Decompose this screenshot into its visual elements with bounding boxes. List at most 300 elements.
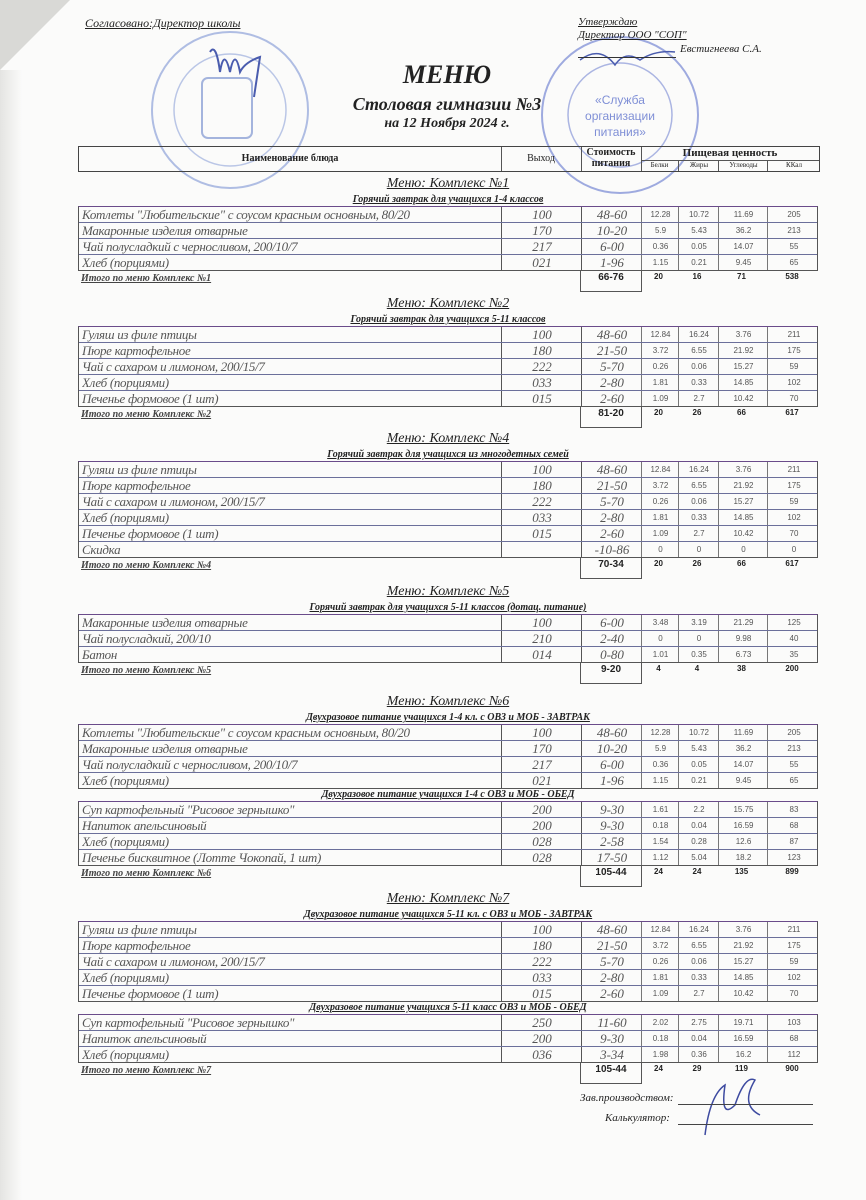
- dish-name: Печенье формовое (1 шт): [82, 526, 219, 541]
- table-row: [79, 757, 817, 773]
- complex-section: [78, 294, 818, 427]
- dish-carbs: 15.27: [718, 494, 768, 509]
- dish-name: Макаронные изделия отварные: [82, 223, 248, 238]
- table-row: [79, 954, 817, 970]
- dish-kcal: 112: [767, 1047, 820, 1062]
- dish-fat: 0.06: [678, 359, 719, 374]
- total-row: [78, 1063, 818, 1083]
- total-row: [78, 407, 818, 427]
- table-row: [79, 223, 817, 239]
- dish-name: Макаронные изделия отварные: [82, 741, 248, 756]
- dish-fat: 0.04: [678, 818, 719, 833]
- dish-cost: 48-60: [581, 207, 642, 222]
- total-row: [78, 558, 818, 578]
- table-row: [79, 725, 817, 741]
- dish-protein: 12.28: [641, 725, 679, 740]
- dish-carbs: 10.42: [718, 391, 768, 406]
- group-subtitle: Двухразовое питание учащихся 1-4 с ОВЗ и МОБ - ОБЕД: [321, 789, 575, 800]
- dish-kcal: 103: [767, 1015, 820, 1030]
- dish-output: 200: [501, 818, 582, 833]
- dish-carbs: 21.92: [718, 478, 768, 493]
- dish-carbs: 21.92: [718, 938, 768, 953]
- dish-kcal: 70: [767, 986, 820, 1001]
- dish-kcal: 213: [767, 223, 820, 238]
- dish-cost: 48-60: [581, 725, 642, 740]
- dish-kcal: 102: [767, 970, 820, 985]
- complex-title: Меню: Комплекс №1: [386, 176, 510, 191]
- scan-edge: [0, 70, 22, 1200]
- table-row: [79, 391, 817, 406]
- dish-name: Хлеб (порциями): [82, 773, 169, 788]
- dish-output: 015: [501, 391, 582, 406]
- dish-name: Суп картофельный "Рисовое зернышко": [82, 1015, 295, 1030]
- total-label: Итого по меню Комплекс №6: [81, 868, 212, 879]
- dish-output: [501, 542, 582, 557]
- dish-carbs: 10.42: [718, 986, 768, 1001]
- total-carbs: 119: [735, 1064, 748, 1073]
- dish-cost: 6-00: [581, 239, 642, 254]
- dish-output: 100: [501, 615, 582, 630]
- dish-output: 180: [501, 938, 582, 953]
- total-row: [78, 271, 818, 291]
- total-kcal: 617: [785, 559, 799, 568]
- dish-output: 028: [501, 834, 582, 849]
- group-subtitle: Двухразовое питание учащихся 1-4 кл. с ОВЗ и МОБ - ЗАВТРАК: [306, 712, 590, 723]
- dish-fat: 0.21: [678, 255, 719, 270]
- total-fat: 4: [694, 664, 700, 673]
- dish-name: Батон: [82, 647, 118, 662]
- dish-cost: 5-70: [581, 494, 642, 509]
- dish-cost: 1-96: [581, 255, 642, 270]
- table-row: [79, 834, 817, 850]
- dish-cost: 2-80: [581, 375, 642, 390]
- dish-kcal: 40: [767, 631, 820, 646]
- dish-cost: 48-60: [581, 922, 642, 937]
- col-output: Выход: [527, 153, 555, 164]
- dish-carbs: 0: [718, 542, 768, 557]
- dish-carbs: 11.69: [718, 725, 768, 740]
- total-label: Итого по меню Комплекс №5: [81, 665, 212, 676]
- svg-text:организации: организации: [585, 109, 655, 123]
- dish-cost: 2-60: [581, 391, 642, 406]
- menu-table: [78, 206, 818, 271]
- signature-line: [578, 57, 676, 58]
- dish-output: 180: [501, 478, 582, 493]
- total-protein: 20: [654, 559, 663, 568]
- dish-carbs: 36.2: [718, 741, 768, 756]
- dish-output: 100: [501, 922, 582, 937]
- director-name: Евстигнеева С.А.: [680, 43, 762, 55]
- dish-output: 014: [501, 647, 582, 662]
- dish-carbs: 15.27: [718, 359, 768, 374]
- canteen-name: Столовая гимназии №3: [352, 94, 542, 114]
- dish-carbs: 11.69: [718, 207, 768, 222]
- dish-carbs: 9.45: [718, 255, 768, 270]
- dish-fat: 6.55: [678, 343, 719, 358]
- calculator-label: Калькулятор:: [605, 1112, 670, 1124]
- total-cost: 105-44: [580, 1063, 642, 1084]
- total-cost: 70-34: [580, 558, 642, 579]
- dish-output: 250: [501, 1015, 582, 1030]
- svg-text:«Служба: «Служба: [595, 93, 645, 107]
- dish-name: Хлеб (порциями): [82, 375, 169, 390]
- total-kcal: 617: [785, 408, 799, 417]
- dish-kcal: 65: [767, 255, 820, 270]
- dish-protein: 1.81: [641, 510, 679, 525]
- dish-fat: 0.06: [678, 494, 719, 509]
- total-kcal: 200: [785, 664, 799, 673]
- dish-fat: 0.21: [678, 773, 719, 788]
- dish-name: Напиток апельсиновый: [82, 818, 207, 833]
- dish-name: Пюре картофельное: [82, 938, 191, 953]
- dish-name: Печенье формовое (1 шт): [82, 986, 219, 1001]
- dish-carbs: 21.92: [718, 343, 768, 358]
- group-subtitle: Горячий завтрак для учащихся 5-11 классов (дотац. питание): [309, 602, 587, 613]
- total-cost: 66-76: [580, 271, 642, 292]
- dish-carbs: 14.85: [718, 375, 768, 390]
- col-name: Наименование блюда: [241, 153, 339, 164]
- dish-output: 021: [501, 255, 582, 270]
- menu-table: [78, 724, 818, 789]
- dish-protein: 1.09: [641, 526, 679, 541]
- dish-protein: 1.01: [641, 647, 679, 662]
- dish-name: Чай полусладкий с черносливом, 200/10/7: [82, 239, 298, 254]
- dish-carbs: 14.85: [718, 970, 768, 985]
- dish-carbs: 9.98: [718, 631, 768, 646]
- dish-output: 036: [501, 1047, 582, 1062]
- dish-cost: -10-86: [581, 542, 642, 557]
- dish-cost: 21-50: [581, 478, 642, 493]
- dish-protein: 1.15: [641, 773, 679, 788]
- total-label: Итого по меню Комплекс №4: [81, 560, 212, 571]
- dish-output: 217: [501, 239, 582, 254]
- dish-cost: 9-30: [581, 818, 642, 833]
- dish-name: Гуляш из филе птицы: [82, 922, 197, 937]
- dish-fat: 0.06: [678, 954, 719, 969]
- dish-output: 210: [501, 631, 582, 646]
- complex-title: Меню: Комплекс №6: [386, 694, 510, 709]
- menu-table: [78, 461, 818, 558]
- table-row: [79, 615, 817, 631]
- dish-kcal: 211: [767, 922, 820, 937]
- dish-kcal: 175: [767, 343, 820, 358]
- dish-kcal: 0: [767, 542, 820, 557]
- dish-protein: 3.72: [641, 938, 679, 953]
- dish-carbs: 10.42: [718, 526, 768, 541]
- total-carbs: 71: [737, 272, 746, 281]
- dish-kcal: 35: [767, 647, 820, 662]
- dish-cost: 6-00: [581, 757, 642, 772]
- dish-carbs: 16.2: [718, 1047, 768, 1062]
- dish-cost: 48-60: [581, 327, 642, 342]
- dish-fat: 0.28: [678, 834, 719, 849]
- dish-fat: 10.72: [678, 207, 719, 222]
- total-label: Итого по меню Комплекс №1: [81, 273, 212, 284]
- dish-output: 170: [501, 223, 582, 238]
- dish-cost: 2-60: [581, 986, 642, 1001]
- dish-fat: 0: [678, 631, 719, 646]
- dish-cost: 5-70: [581, 954, 642, 969]
- col-kcal: ККал: [767, 161, 820, 171]
- total-fat: 26: [692, 408, 702, 417]
- dish-fat: 5.04: [678, 850, 719, 865]
- dish-name: Скидка: [82, 542, 121, 557]
- dish-cost: 21-50: [581, 343, 642, 358]
- complex-title: Меню: Комплекс №2: [386, 296, 510, 311]
- dish-carbs: 15.27: [718, 954, 768, 969]
- group-subtitle: Горячий завтрак для учащихся 5-11 классов: [350, 314, 546, 325]
- dish-name: Пюре картофельное: [82, 478, 191, 493]
- complex-title: Меню: Комплекс №7: [386, 891, 510, 906]
- dish-fat: 5.43: [678, 741, 719, 756]
- dish-cost: 2-58: [581, 834, 642, 849]
- table-row: [79, 207, 817, 223]
- dish-kcal: 175: [767, 478, 820, 493]
- dish-cost: 2-60: [581, 526, 642, 541]
- dish-protein: 1.09: [641, 391, 679, 406]
- dish-carbs: 16.59: [718, 818, 768, 833]
- dish-carbs: 6.73: [718, 647, 768, 662]
- menu-table: [78, 1014, 818, 1063]
- dish-carbs: 14.07: [718, 239, 768, 254]
- dish-kcal: 59: [767, 954, 820, 969]
- table-row: [79, 986, 817, 1001]
- dish-fat: 2.7: [678, 391, 719, 406]
- dish-carbs: 18.2: [718, 850, 768, 865]
- complex-section: [78, 692, 818, 886]
- dish-fat: 16.24: [678, 327, 719, 342]
- complex-section: [78, 429, 818, 578]
- dish-cost: 17-50: [581, 850, 642, 865]
- dish-kcal: 65: [767, 773, 820, 788]
- dish-name: Котлеты "Любительские" с соусом красным основным, 80/20: [82, 207, 410, 222]
- dish-protein: 1.61: [641, 802, 679, 817]
- dish-name: Хлеб (порциями): [82, 970, 169, 985]
- group-subtitle: Горячий завтрак для учащихся из многодетных семей: [327, 449, 569, 460]
- dish-output: 015: [501, 986, 582, 1001]
- dish-name: Чай с сахаром и лимоном, 200/15/7: [82, 494, 265, 509]
- dish-protein: 12.84: [641, 327, 679, 342]
- svg-text:питания»: питания»: [594, 125, 646, 139]
- dish-cost: 3-34: [581, 1047, 642, 1062]
- dish-protein: 0.26: [641, 954, 679, 969]
- dish-protein: 3.72: [641, 343, 679, 358]
- dish-fat: 0.36: [678, 1047, 719, 1062]
- dish-carbs: 15.75: [718, 802, 768, 817]
- dish-carbs: 16.59: [718, 1031, 768, 1046]
- dish-output: 033: [501, 510, 582, 525]
- table-row: [79, 494, 817, 510]
- dish-name: Котлеты "Любительские" с соусом красным основным, 80/20: [82, 725, 410, 740]
- dish-output: 100: [501, 207, 582, 222]
- col-cost: Стоимость питания: [586, 147, 636, 169]
- dish-protein: 0.18: [641, 818, 679, 833]
- dish-protein: 1.81: [641, 970, 679, 985]
- table-row: [79, 343, 817, 359]
- dish-name: Гуляш из филе птицы: [82, 327, 197, 342]
- total-carbs: 66: [737, 408, 746, 417]
- dish-cost: 10-20: [581, 223, 642, 238]
- table-row: [79, 631, 817, 647]
- dish-kcal: 102: [767, 510, 820, 525]
- total-protein: 20: [654, 272, 663, 281]
- dish-fat: 2.7: [678, 526, 719, 541]
- dish-protein: 2.02: [641, 1015, 679, 1030]
- dish-kcal: 213: [767, 741, 820, 756]
- table-header: [78, 146, 820, 172]
- table-row: [79, 462, 817, 478]
- table-row: [79, 818, 817, 834]
- dish-fat: 6.55: [678, 938, 719, 953]
- dish-protein: 0.26: [641, 494, 679, 509]
- dish-carbs: 12.6: [718, 834, 768, 849]
- dish-protein: 0.18: [641, 1031, 679, 1046]
- dish-protein: 1.54: [641, 834, 679, 849]
- total-kcal: 538: [785, 272, 799, 281]
- dish-cost: 48-60: [581, 462, 642, 477]
- table-row: [79, 741, 817, 757]
- dish-output: 222: [501, 359, 582, 374]
- dish-kcal: 123: [767, 850, 820, 865]
- complex-section: [78, 174, 818, 291]
- dish-kcal: 68: [767, 818, 820, 833]
- table-row: [79, 922, 817, 938]
- table-row: [79, 802, 817, 818]
- dish-output: 028: [501, 850, 582, 865]
- table-row: [79, 773, 817, 788]
- table-row: [79, 327, 817, 343]
- dish-kcal: 102: [767, 375, 820, 390]
- dish-carbs: 36.2: [718, 223, 768, 238]
- dish-protein: 5.9: [641, 741, 679, 756]
- dish-fat: 2.7: [678, 986, 719, 1001]
- total-protein: 4: [656, 664, 661, 673]
- dish-output: 200: [501, 1031, 582, 1046]
- table-row: [79, 510, 817, 526]
- dish-name: Хлеб (порциями): [82, 1047, 169, 1062]
- dish-fat: 2.2: [678, 802, 719, 817]
- table-row: [79, 239, 817, 255]
- dish-carbs: 21.29: [718, 615, 768, 630]
- dish-protein: 0: [641, 631, 679, 646]
- dish-kcal: 125: [767, 615, 820, 630]
- table-row: [79, 526, 817, 542]
- dish-fat: 5.43: [678, 223, 719, 238]
- dish-kcal: 59: [767, 359, 820, 374]
- dish-protein: 0.26: [641, 359, 679, 374]
- dish-protein: 12.84: [641, 922, 679, 937]
- dish-name: Пюре картофельное: [82, 343, 191, 358]
- col-carbs: Углеводы: [718, 161, 768, 171]
- dish-carbs: 19.71: [718, 1015, 768, 1030]
- table-row: [79, 1015, 817, 1031]
- dish-fat: 0.35: [678, 647, 719, 662]
- dish-output: 170: [501, 741, 582, 756]
- dish-kcal: 87: [767, 834, 820, 849]
- dish-protein: 1.98: [641, 1047, 679, 1062]
- table-row: [79, 850, 817, 865]
- dish-name: Хлеб (порциями): [82, 834, 169, 849]
- dish-fat: 10.72: [678, 725, 719, 740]
- calculator-line: [678, 1124, 813, 1125]
- dish-output: 222: [501, 954, 582, 969]
- col-protein: Белки: [650, 161, 669, 169]
- dish-name: Печенье бисквитное (Лотте Чокопай, 1 шт): [82, 850, 321, 865]
- production-head-label: Зав.производством:: [580, 1092, 674, 1104]
- complex-section: [78, 889, 818, 1083]
- dish-carbs: 3.76: [718, 327, 768, 342]
- dish-kcal: 70: [767, 526, 820, 541]
- total-fat: 16: [692, 272, 702, 281]
- production-head-line: [678, 1104, 813, 1105]
- dish-fat: 2.75: [678, 1015, 719, 1030]
- dish-cost: 11-60: [581, 1015, 642, 1030]
- dish-kcal: 205: [767, 207, 820, 222]
- dish-fat: 0.04: [678, 1031, 719, 1046]
- table-row: [79, 255, 817, 270]
- dish-cost: 9-30: [581, 1031, 642, 1046]
- total-cost: 105-44: [580, 866, 642, 887]
- dish-kcal: 83: [767, 802, 820, 817]
- dish-fat: 0: [678, 542, 719, 557]
- total-label: Итого по меню Комплекс №7: [81, 1065, 212, 1076]
- dish-name: Чай с сахаром и лимоном, 200/15/7: [82, 954, 265, 969]
- dish-output: 100: [501, 327, 582, 342]
- table-row: [79, 647, 817, 662]
- total-fat: 26: [692, 559, 702, 568]
- total-row: [78, 663, 818, 683]
- dish-fat: 0.05: [678, 757, 719, 772]
- dish-fat: 16.24: [678, 922, 719, 937]
- group-subtitle: Двухразовое питание учащихся 5-11 класс ОВЗ и МОБ - ОБЕД: [309, 1002, 587, 1013]
- dish-cost: 10-20: [581, 741, 642, 756]
- dish-fat: 0.33: [678, 510, 719, 525]
- total-fat: 24: [692, 867, 702, 876]
- dish-name: Хлеб (порциями): [82, 255, 169, 270]
- dish-output: 033: [501, 375, 582, 390]
- dish-name: Макаронные изделия отварные: [82, 615, 248, 630]
- total-protein: 24: [654, 867, 663, 876]
- dish-fat: 16.24: [678, 462, 719, 477]
- dish-output: 033: [501, 970, 582, 985]
- dish-cost: 2-40: [581, 631, 642, 646]
- dish-protein: 3.72: [641, 478, 679, 493]
- dish-protein: 12.28: [641, 207, 679, 222]
- dish-kcal: 70: [767, 391, 820, 406]
- total-carbs: 66: [737, 559, 746, 568]
- table-row: [79, 478, 817, 494]
- dish-protein: 3.48: [641, 615, 679, 630]
- dish-protein: 0.36: [641, 757, 679, 772]
- complex-title: Меню: Комплекс №4: [386, 431, 510, 446]
- table-row: [79, 542, 817, 557]
- total-fat: 29: [692, 1064, 702, 1073]
- page-title: МЕНЮ: [402, 60, 492, 89]
- dish-output: 015: [501, 526, 582, 541]
- table-row: [79, 970, 817, 986]
- dish-name: Чай полусладкий, 200/10: [82, 631, 211, 646]
- dish-output: 021: [501, 773, 582, 788]
- dish-kcal: 55: [767, 239, 820, 254]
- dish-protein: 12.84: [641, 462, 679, 477]
- dish-kcal: 211: [767, 462, 820, 477]
- menu-table: [78, 326, 818, 407]
- dish-fat: 0.33: [678, 970, 719, 985]
- complex-section: [78, 582, 818, 683]
- dish-protein: 5.9: [641, 223, 679, 238]
- dish-name: Хлеб (порциями): [82, 510, 169, 525]
- total-cost: 81-20: [580, 407, 642, 428]
